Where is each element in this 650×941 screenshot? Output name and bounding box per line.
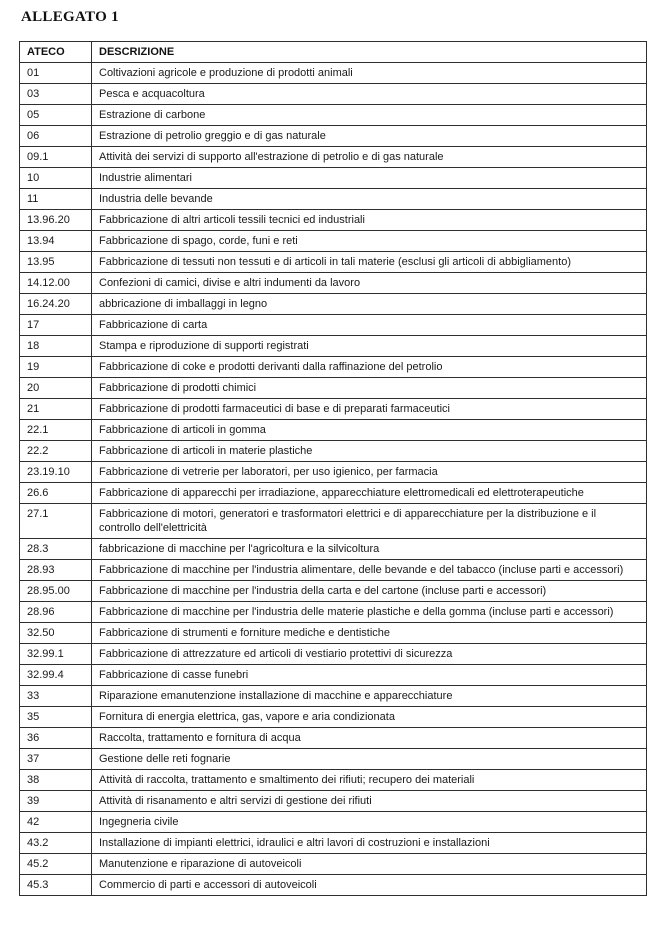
description-cell: Industria delle bevande: [92, 189, 647, 210]
description-cell: Coltivazioni agricole e produzione di prodotti animali: [92, 63, 647, 84]
description-cell: fabbricazione di macchine per l'agricoltura e la silvicoltura: [92, 539, 647, 560]
ateco-code-cell: 42: [20, 812, 92, 833]
description-cell: Fabbricazione di carta: [92, 315, 647, 336]
description-cell: Estrazione di carbone: [92, 105, 647, 126]
description-cell: Estrazione di petrolio greggio e di gas naturale: [92, 126, 647, 147]
table-row: [20, 462, 647, 483]
ateco-code-cell: 32.99.1: [20, 644, 92, 665]
table-row: [20, 581, 647, 602]
table-row: [20, 504, 647, 539]
table-row: [20, 812, 647, 833]
description-cell: Attività dei servizi di supporto all'estrazione di petrolio e di gas naturale: [92, 147, 647, 168]
table-row: [20, 84, 647, 105]
table-row: [20, 707, 647, 728]
ateco-code-cell: 23.19.10: [20, 462, 92, 483]
ateco-code-cell: 22.2: [20, 441, 92, 462]
description-cell: Installazione di impianti elettrici, idraulici e altri lavori di costruzioni e installazioni: [92, 833, 647, 854]
description-cell: Riparazione emanutenzione installazione di macchine e apparecchiature: [92, 686, 647, 707]
description-cell: Fabbricazione di strumenti e forniture mediche e dentistiche: [92, 623, 647, 644]
ateco-code-cell: 28.95.00: [20, 581, 92, 602]
table-row: [20, 665, 647, 686]
ateco-code-cell: 16.24.20: [20, 294, 92, 315]
ateco-code-cell: 28.96: [20, 602, 92, 623]
description-cell: Stampa e riproduzione di supporti registrati: [92, 336, 647, 357]
ateco-code-cell: 45.2: [20, 854, 92, 875]
table-row: [20, 539, 647, 560]
description-cell: Fabbricazione di macchine per l'industria della carta e del cartone (incluse parti e accessori): [92, 581, 647, 602]
description-cell: Fabbricazione di macchine per l'industria alimentare, delle bevande e del tabacco (incluse parti e accessori): [92, 560, 647, 581]
ateco-code-cell: 10: [20, 168, 92, 189]
table-row: [20, 336, 647, 357]
description-cell: Confezioni di camici, divise e altri indumenti da lavoro: [92, 273, 647, 294]
description-cell: Fabbricazione di macchine per l'industria delle materie plastiche e della gomma (incluse parti e accessori): [92, 602, 647, 623]
ateco-code-cell: 18: [20, 336, 92, 357]
description-cell: Attività di risanamento e altri servizi di gestione dei rifiuti: [92, 791, 647, 812]
table-row: [20, 770, 647, 791]
ateco-code-cell: 22.1: [20, 420, 92, 441]
description-cell: Fabbricazione di tessuti non tessuti e di articoli in tali materie (esclusi gli articoli di abbigliamento): [92, 252, 647, 273]
table-row: [20, 483, 647, 504]
page-title: ALLEGATO 1: [21, 9, 119, 25]
ateco-code-cell: 33: [20, 686, 92, 707]
table-row: [20, 63, 647, 84]
table-row: [20, 644, 647, 665]
ateco-code-cell: 39: [20, 791, 92, 812]
ateco-code-cell: 09.1: [20, 147, 92, 168]
table-row: [20, 252, 647, 273]
description-cell: Fabbricazione di articoli in gomma: [92, 420, 647, 441]
description-cell: Fabbricazione di altri articoli tessili tecnici ed industriali: [92, 210, 647, 231]
ateco-code-cell: 28.93: [20, 560, 92, 581]
ateco-code-cell: 14.12.00: [20, 273, 92, 294]
table-row: [20, 441, 647, 462]
ateco-code-cell: 37: [20, 749, 92, 770]
table-row: [20, 168, 647, 189]
table-row: [20, 602, 647, 623]
description-cell: Attività di raccolta, trattamento e smaltimento dei rifiuti; recupero dei materiali: [92, 770, 647, 791]
table-row: [20, 875, 647, 896]
table-row: [20, 791, 647, 812]
ateco-code-cell: 17: [20, 315, 92, 336]
table-header-row: [20, 42, 647, 63]
description-cell: Ingegneria civile: [92, 812, 647, 833]
column-header-ateco: ATECO: [20, 42, 92, 63]
description-cell: Fabbricazione di motori, generatori e trasformatori elettrici e di apparecchiature per la distribuzione e il controllo dell'elettricità: [92, 504, 647, 539]
ateco-code-cell: 03: [20, 84, 92, 105]
description-cell: Industrie alimentari: [92, 168, 647, 189]
table-row: [20, 686, 647, 707]
ateco-code-cell: 05: [20, 105, 92, 126]
ateco-code-cell: 01: [20, 63, 92, 84]
ateco-code-cell: 11: [20, 189, 92, 210]
description-cell: Fabbricazione di vetrerie per laboratori, per uso igienico, per farmacia: [92, 462, 647, 483]
description-cell: Fabbricazione di casse funebri: [92, 665, 647, 686]
table-row: [20, 854, 647, 875]
ateco-code-cell: 13.95: [20, 252, 92, 273]
table-row: [20, 749, 647, 770]
table-row: [20, 357, 647, 378]
table-row: [20, 273, 647, 294]
description-cell: Gestione delle reti fognarie: [92, 749, 647, 770]
description-cell: Fabbricazione di coke e prodotti derivanti dalla raffinazione del petrolio: [92, 357, 647, 378]
ateco-code-cell: 06: [20, 126, 92, 147]
ateco-code-cell: 35: [20, 707, 92, 728]
ateco-code-cell: 28.3: [20, 539, 92, 560]
ateco-code-cell: 20: [20, 378, 92, 399]
ateco-code-cell: 32.50: [20, 623, 92, 644]
description-cell: abbricazione di imballaggi in legno: [92, 294, 647, 315]
table-row: [20, 126, 647, 147]
ateco-code-cell: 32.99.4: [20, 665, 92, 686]
ateco-code-cell: 21: [20, 399, 92, 420]
ateco-code-cell: 45.3: [20, 875, 92, 896]
ateco-table: [19, 41, 647, 896]
table-row: [20, 231, 647, 252]
description-cell: Fabbricazione di attrezzature ed articoli di vestiario protettivi di sicurezza: [92, 644, 647, 665]
description-cell: Fabbricazione di apparecchi per irradiazione, apparecchiature elettromedicali ed elettroterapeutiche: [92, 483, 647, 504]
table-row: [20, 728, 647, 749]
description-cell: Manutenzione e riparazione di autoveicoli: [92, 854, 647, 875]
description-cell: Pesca e acquacoltura: [92, 84, 647, 105]
description-cell: Fabbricazione di prodotti farmaceutici di base e di preparati farmaceutici: [92, 399, 647, 420]
column-header-descrizione: DESCRIZIONE: [92, 42, 647, 63]
table-row: [20, 147, 647, 168]
table-row: [20, 833, 647, 854]
description-cell: Raccolta, trattamento e fornitura di acqua: [92, 728, 647, 749]
ateco-code-cell: 43.2: [20, 833, 92, 854]
table-row: [20, 378, 647, 399]
ateco-code-cell: 27.1: [20, 504, 92, 539]
description-cell: Fornitura di energia elettrica, gas, vapore e aria condizionata: [92, 707, 647, 728]
table-row: [20, 560, 647, 581]
ateco-code-cell: 26.6: [20, 483, 92, 504]
table-row: [20, 420, 647, 441]
ateco-code-cell: 13.94: [20, 231, 92, 252]
ateco-code-cell: 13.96.20: [20, 210, 92, 231]
ateco-code-cell: 19: [20, 357, 92, 378]
table-row: [20, 623, 647, 644]
description-cell: Commercio di parti e accessori di autoveicoli: [92, 875, 647, 896]
table-row: [20, 189, 647, 210]
table-row: [20, 399, 647, 420]
description-cell: Fabbricazione di articoli in materie plastiche: [92, 441, 647, 462]
ateco-code-cell: 38: [20, 770, 92, 791]
table-row: [20, 294, 647, 315]
table-row: [20, 210, 647, 231]
description-cell: Fabbricazione di spago, corde, funi e reti: [92, 231, 647, 252]
ateco-code-cell: 36: [20, 728, 92, 749]
description-cell: Fabbricazione di prodotti chimici: [92, 378, 647, 399]
table-row: [20, 315, 647, 336]
table-row: [20, 105, 647, 126]
